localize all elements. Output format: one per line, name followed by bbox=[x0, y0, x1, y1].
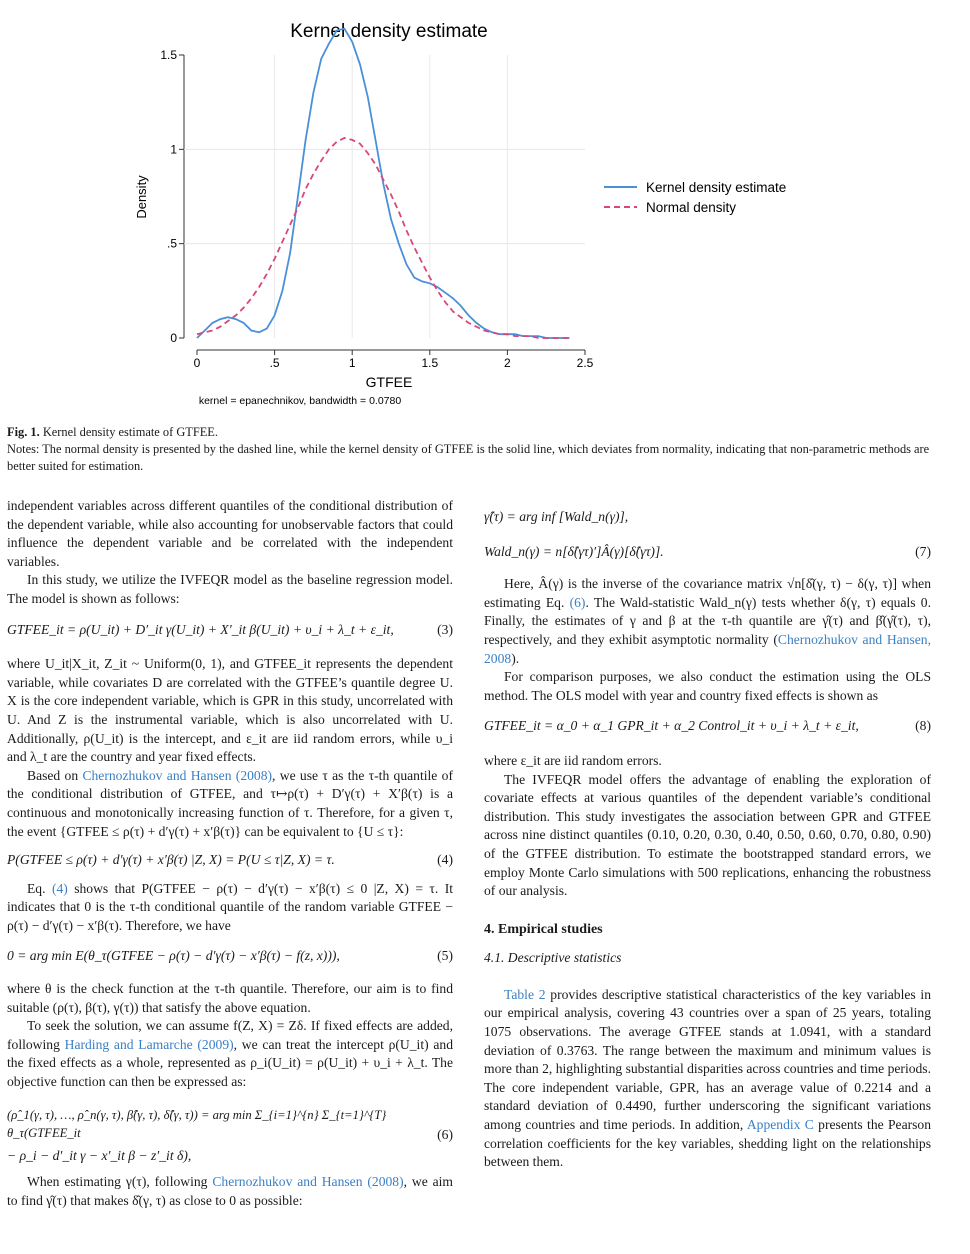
equation-text: GTFEE_it = α_0 + α_1 GPR_it + α_2 Control_it + υ_i + λ_t + ε_it, bbox=[484, 718, 859, 734]
text: Eq. bbox=[27, 880, 52, 896]
paragraph bbox=[484, 986, 931, 1172]
equation-number: (5) bbox=[437, 948, 453, 964]
equation-number: (7) bbox=[915, 543, 931, 559]
text: shows that P(GTFEE − ρ(τ) − d′γ(τ) − x′β(τ) ≤ 0 |Z, X) = τ. It indicates that 0 is the τ-th conditional quantile of the random variable GTFEE − ρ(τ) − d′γ(τ) − x′β(τ). Therefore, we have bbox=[7, 880, 454, 933]
chart-note: kernel = epanechnikov, bandwidth = 0.0780 bbox=[198, 395, 402, 407]
equation-link[interactable]: (4) bbox=[51, 880, 68, 896]
legend-entry: Kernel density estimate bbox=[646, 180, 787, 195]
equation-text: P(GTFEE ≤ ρ(τ) + d′γ(τ) + x′β(τ) |Z, X) = P(U ≤ τ|Z, X) = τ. bbox=[7, 852, 335, 868]
appendix-link[interactable]: Appendix C bbox=[746, 1117, 814, 1133]
caption-label: Fig. 1. bbox=[7, 425, 40, 439]
equation-link[interactable]: (6) bbox=[569, 594, 586, 610]
legend-entry: Normal density bbox=[646, 200, 737, 215]
kernel-density-line bbox=[197, 29, 570, 338]
paragraph: The IVFEQR model offers the advantage of enabling the exploration of covariate effects at various quantiles of the dependent variable’s conditional distribution. This study investigates the association between GPR and GTFEE across nine distinct quantiles (0.10, 0.20, 0.30, 0.40, 0.50, 0.60, 0.70, 0.80, 0.90) of the GTFEE distribution. To estimate the bootstrapped standard errors, we employ Monte Carlo simulations with 500 replications, enhancing the robustness of our analysis. bbox=[484, 771, 931, 899]
left-column bbox=[7, 497, 453, 1211]
text: provides descriptive statistical characteristics of the key variables in our empirical analysis, covering 43 countries over a span of 25 years, totaling 1075 observations. The average GTFEE stands at 1.0941, with a standard deviation of 0.3763. The range between the maximum and minimum values is more than 2, highlighting substantial disparities across countries and time periods. The core independent variable, GPR, has an average value of 0.2214 and a standard deviation of 0.4490, further underscoring the significant variations among countries and time periods. In addition, bbox=[484, 986, 932, 1133]
x-tick-label: 1 bbox=[348, 356, 356, 370]
equation-text: γ̂(τ) = arg inf [Wald_n(γ)], bbox=[484, 509, 629, 524]
figure-kernel-density bbox=[0, 0, 970, 420]
text: presents the Pearson correlation coefficients for the key variables, shedding light on the relationships between them. bbox=[484, 1117, 932, 1170]
paragraph bbox=[7, 1173, 453, 1210]
x-tick-label: 0 bbox=[193, 356, 201, 370]
text: , we can treat the intercept ρ(U_it) and the fixed effects as a whole, represented as ρ_i(U_it) = ρ(U_it) + υ_i + λ_t. The objective function can then be expressed as: bbox=[7, 1036, 454, 1090]
chart-title: Kernel density estimate bbox=[290, 21, 488, 42]
subsection-heading: 4.1. Descriptive statistics bbox=[484, 950, 622, 966]
paragraph bbox=[484, 575, 931, 668]
text: , we aim to find γ̂(τ) that makes δ̂(γ, τ) as close to 0 as possible: bbox=[7, 1174, 453, 1208]
section-heading: 4. Empirical studies bbox=[484, 921, 603, 937]
x-tick-label: .5 bbox=[269, 356, 280, 370]
caption-notes: Notes: The normal density is presented by the dashed line, while the kernel density of GTFEE is the solid line, which deviates from normality, indicating that non-parametric methods are better suited for estimation. bbox=[7, 442, 930, 473]
paragraph: where θ is the check function at the τ-th quantile. Therefore, our aim is to find suitable (ρ(τ), β(τ), γ(τ)) that satisfy the above equation. bbox=[7, 981, 453, 1015]
chart-axes bbox=[160, 48, 593, 370]
paragraph: independent variables across different quantiles of the conditional distribution of the dependent variable, while also accounting for unobservable factors that could influence the dependent variable and be correlated with the independent variables. bbox=[7, 498, 453, 569]
right-column bbox=[484, 508, 931, 1172]
citation-link[interactable]: Chernozhukov and Hansen (2008) bbox=[212, 1174, 404, 1190]
y-axis-label: Density bbox=[134, 175, 149, 219]
paragraph bbox=[7, 1017, 453, 1091]
equation-text: GTFEE_it = ρ(U_it) + D′_it γ(U_it) + X′_it β(U_it) + υ_i + λ_t + ε_it, bbox=[7, 621, 394, 637]
x-axis-label: GTFEE bbox=[365, 374, 413, 390]
x-tick-label: 2 bbox=[504, 356, 511, 370]
y-tick-label: 0 bbox=[170, 331, 177, 345]
citation-link[interactable]: Chernozhukov and Hansen (2008) bbox=[82, 767, 273, 783]
text: ). bbox=[511, 650, 520, 666]
table-link[interactable]: Table 2 bbox=[504, 986, 546, 1002]
caption-title: Kernel density estimate of GTFEE. bbox=[42, 425, 218, 439]
paragraph: where U_it|X_it, Z_it ~ Uniform(0, 1), and GTFEE_it represents the dependent variable, while covariates D are correlated with the GTFEE’s quantile degree U. X is the core independent variable, which is GPR in this study, uncorrelated with U. And Z is the instrumental variable, which is also uncorrelated with U. Additionally, ρ(U_it) is the intercept, and ε_it are iid random errors, while υ_i and λ_t are the country and year fixed effects. bbox=[7, 656, 453, 765]
equation-8 bbox=[484, 717, 931, 736]
equation-4 bbox=[7, 851, 453, 870]
equation-7b bbox=[484, 543, 931, 562]
text: . The Wald-statistic Wald_n(γ) tests whether δ(γ, τ) equals 0. Finally, the estimates of γ and β at the τ-th quantile are γ̂(τ) and β̂(γ̂(τ), τ), respectively, and they exhibit asymptotic normality ( bbox=[484, 594, 931, 647]
citation-link[interactable]: Chernozhukov and Hansen, 2008 bbox=[484, 631, 931, 666]
equation-text: Wald_n(γ) = n[δ̂(γτ)′]Â(γ)[δ̂(γτ)]. bbox=[484, 543, 664, 559]
text: When estimating γ(τ), following bbox=[27, 1174, 213, 1190]
equation-text: − ρ_i − d′_it γ − x′_it β − z′_it δ), bbox=[7, 1147, 192, 1163]
paragraph: where ε_it are iid random errors. bbox=[484, 752, 662, 768]
text: Based on bbox=[27, 767, 83, 783]
equation-number: (8) bbox=[915, 718, 931, 734]
kernel-density-chart bbox=[0, 0, 970, 420]
equation-6 bbox=[7, 1106, 453, 1166]
text: Here, Â(γ) is the inverse of the covariance matrix √n[δ̂(γ, τ) − δ(γ, τ)] when estimating Eq. bbox=[484, 576, 931, 610]
y-tick-label: 1.5 bbox=[160, 48, 177, 62]
figure-caption bbox=[7, 424, 932, 475]
paragraph bbox=[7, 767, 453, 841]
chart-legend bbox=[604, 180, 786, 215]
equation-number: (6) bbox=[437, 1127, 453, 1143]
equation-number: (4) bbox=[437, 852, 453, 868]
y-tick-label: .5 bbox=[166, 236, 177, 251]
normal-density-line bbox=[197, 138, 570, 338]
equation-text: 0 = arg min E(θ_τ(GTFEE − ρ(τ) − d′γ(τ) − x′β(τ) − f(z, x))), bbox=[7, 948, 340, 964]
equation-5 bbox=[7, 947, 453, 966]
x-tick-label: 2.5 bbox=[576, 356, 594, 370]
equation-text: (ρ̂_1(γ, τ), …, ρ̂_n(γ, τ), β̂(γ, τ), δ̂(γ, τ)) = arg min Σ_{i=1}^{n} Σ_{t=1}^{T} θ_τ(GTFEE_it bbox=[7, 1107, 387, 1141]
citation-link[interactable]: Harding and Lamarche (2009) bbox=[64, 1036, 234, 1052]
y-tick-label: 1 bbox=[170, 142, 177, 157]
paragraph bbox=[7, 880, 453, 936]
equation-3 bbox=[7, 621, 453, 640]
chart-series bbox=[197, 29, 570, 338]
text: To seek the solution, we can assume f(Z, X) = Zδ. If fixed effects are added, following bbox=[7, 1018, 453, 1052]
equation-7a bbox=[484, 508, 931, 527]
equation-number: (3) bbox=[437, 621, 453, 637]
paragraph: For comparison purposes, we also conduct the estimation using the OLS method. The OLS model with year and country fixed effects is shown as bbox=[484, 669, 931, 703]
text: , we use τ as the τ-th quantile of the conditional distribution of GTFEE, and τ↦ρ(τ) + D′γ(τ) + X′β(τ) is a continuous and monotonically increasing function of τ. Therefore, for a given τ, the event {GTFEE ≤ ρ(τ) + d′γ(τ) + x′β(τ)} can be equivalent to {U ≤ τ}: bbox=[7, 767, 453, 839]
x-tick-label: 1.5 bbox=[421, 356, 439, 370]
paragraph: In this study, we utilize the IVFEQR model as the baseline regression model. The model is shown as follows: bbox=[7, 572, 453, 606]
